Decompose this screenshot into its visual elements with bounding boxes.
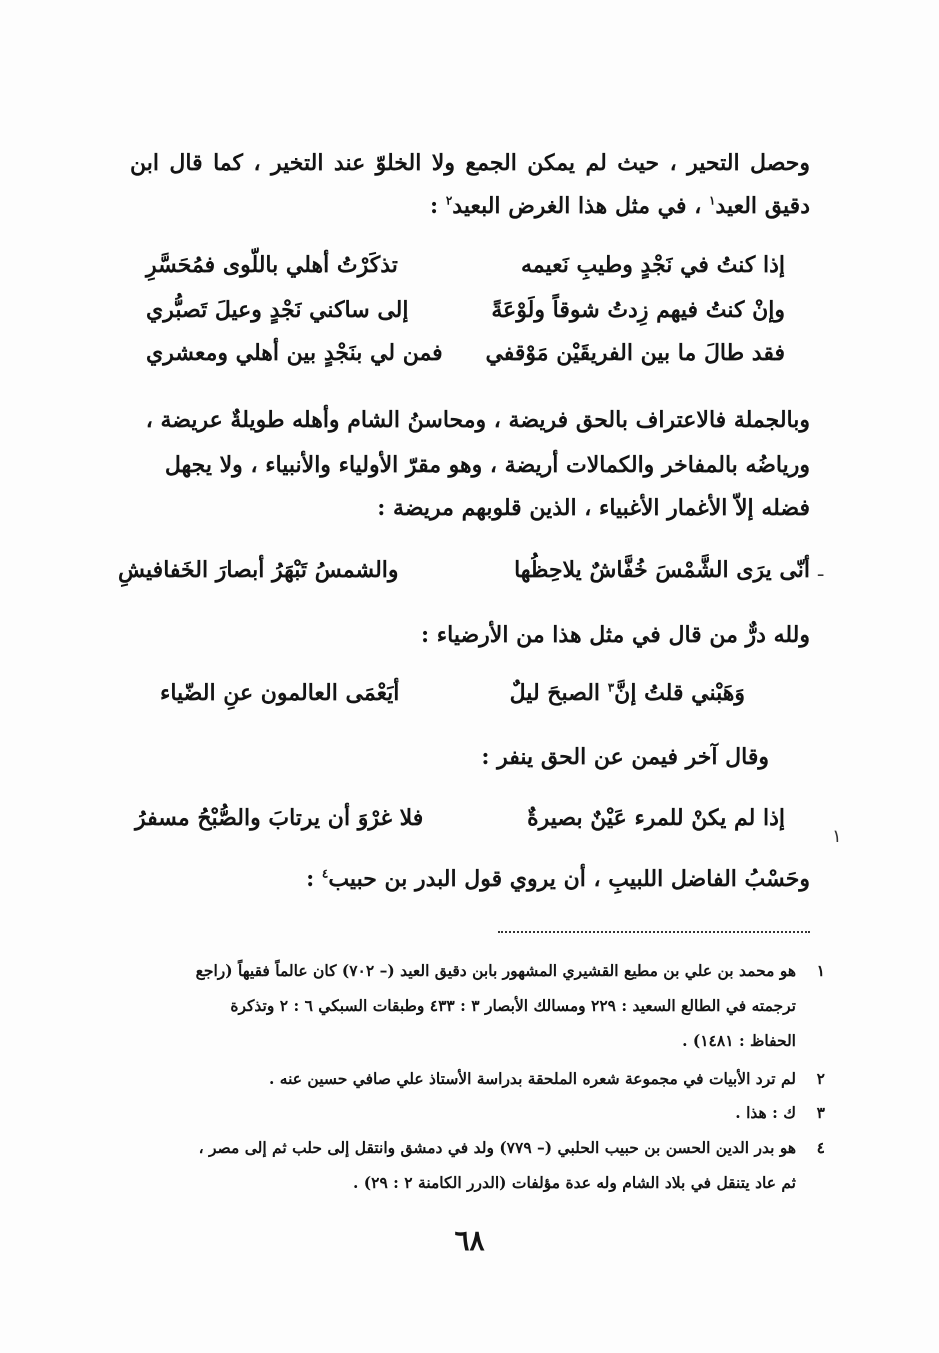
text-span: الصبحَ ليلٌ xyxy=(509,680,608,706)
verse-right-hemistich: أنّى يرَى الشَّمْسَ خُفَّاشٌ يلاحِظُها xyxy=(514,557,810,583)
paragraph-line xyxy=(421,622,810,648)
verse-right-hemistich: إذا لم يكنْ للمرء عَيْنٌ بصيرةٌ xyxy=(527,805,785,831)
text-line: ولله درٌّ من قال في مثل هذا من الأرضياء : xyxy=(421,622,810,648)
verse-left-hemistich: والشمسُ تَبْهَرُ أبصارَ الخَفافيشِ xyxy=(118,557,399,583)
footnote-line: لم ترد الأبيات في مجموعة شعره الملحقة بدراسة الأستاذ علي صافي حسين عنه . xyxy=(269,1069,796,1088)
verse-left-hemistich: إلى ساكني نَجْدٍ وعيلَ تَصبُّري xyxy=(146,297,409,323)
footnote-ref[interactable]: ٣ xyxy=(607,680,615,695)
paragraph-line xyxy=(377,495,810,521)
paragraph-line xyxy=(306,866,810,892)
text-span: وحَسْبُ الفاضل اللبيبِ ، أن يروي قول البدر بن حبيب xyxy=(328,866,810,892)
text-span: : xyxy=(306,866,322,892)
verse-left-hemistich: تذكَرْتُ أهلي باللّوى فمُحَسَّرِ xyxy=(146,252,398,278)
verse-right-hemistich: فقد طالَ ما بين الفريقَيْن مَوْقفي xyxy=(485,340,785,366)
text-span: ، في مثل هذا الغرض البعيد xyxy=(452,193,709,219)
verse-right-hemistich: إذا كنتُ في نَجْدٍ وطيبِ نَعيمه xyxy=(520,252,785,278)
footnote-line: هو بدر الدين الحسن بن حبيب الحلبي (– ٧٧٩) ولد في دمشق وانتقل إلى حلب ثم إلى مصر ، xyxy=(198,1138,796,1157)
text-line: وبالجملة فالاعتراف بالحق فريضة ، ومحاسنُ الشام وأهله طويلةٌ عريضة ، xyxy=(145,407,810,433)
footnote-separator xyxy=(498,931,810,933)
paragraph-line xyxy=(146,407,810,433)
footnote-number: ٢ xyxy=(816,1069,825,1088)
verse-left-hemistich: فمن لي بنَجْدٍ بين أهلي ومعشري xyxy=(146,340,443,366)
footnote-line: ك : هذا . xyxy=(735,1103,796,1122)
footnote-number: ٤ xyxy=(816,1138,825,1157)
paragraph-line xyxy=(430,193,810,219)
margin-mark: ـ xyxy=(818,560,824,581)
text-line: ورياضُه بالمفاخر والكمالات أريضة ، وهو مقرّ الأولياء والأنبياء ، ولا يجهل xyxy=(164,452,810,478)
text-line: وقال آخر فيمن عن الحق ينفر : xyxy=(481,744,769,770)
verse-left-hemistich: أيَعْمَى العالمون عنِ الضّياء xyxy=(160,680,400,706)
margin-mark: ١ xyxy=(832,826,842,847)
text-line: وحصل التحير ، حيث لم يمكن الجمع ولا الخلوّ عند التخير ، كما قال ابن xyxy=(130,150,810,176)
paragraph-line xyxy=(130,150,810,176)
page-number: ٦٨ xyxy=(454,1224,485,1257)
footnote-ref[interactable]: ١ xyxy=(708,193,716,208)
text-span: : xyxy=(430,193,446,219)
footnote-number: ٣ xyxy=(816,1103,825,1122)
footnote-ref[interactable]: ٤ xyxy=(321,866,329,881)
text-span: دقيق العيد xyxy=(715,193,810,219)
verse-left-hemistich: فلا غرْوَ أن يرتابَ والصُّبْحُ مسفرُ xyxy=(135,805,424,831)
paragraph-line xyxy=(165,452,810,478)
paragraph-line xyxy=(481,744,769,770)
footnote-line: هو محمد بن علي بن مطيع القشيري المشهور بابن دقيق العيد (– ٧٠٢) كان عالماً فقيهاً (راجع xyxy=(195,961,796,980)
verse-right-hemistich: وإنْ كنتُ فيهم زِدتُ شوقاً ولَوْعَةً xyxy=(491,297,785,323)
footnote-ref[interactable]: ٢ xyxy=(445,193,453,208)
footnote-number: ١ xyxy=(816,961,825,980)
text-line: فضله إلاّ الأغمار الأغبياء ، الذين قلوبهم مريضة : xyxy=(377,495,810,521)
verse-right-hemistich xyxy=(510,680,745,706)
footnote-line: الحفاظ : ١٤٨١) . xyxy=(682,1031,796,1050)
footnote-line: ثم عاد يتنقل في بلاد الشام وله عدة مؤلفات (الدرر الكامنة ٢ : ٢٩) . xyxy=(352,1173,796,1192)
footnote-line: ترجمته في الطالع السعيد : ٢٢٩ ومسالك الأبصار ٣ : ٤٣٣ وطبقات السبكي ٦ : ٢ وتذكرة xyxy=(230,996,796,1015)
text-span: وَهَبْني قلتُ إنَّ xyxy=(614,680,745,706)
